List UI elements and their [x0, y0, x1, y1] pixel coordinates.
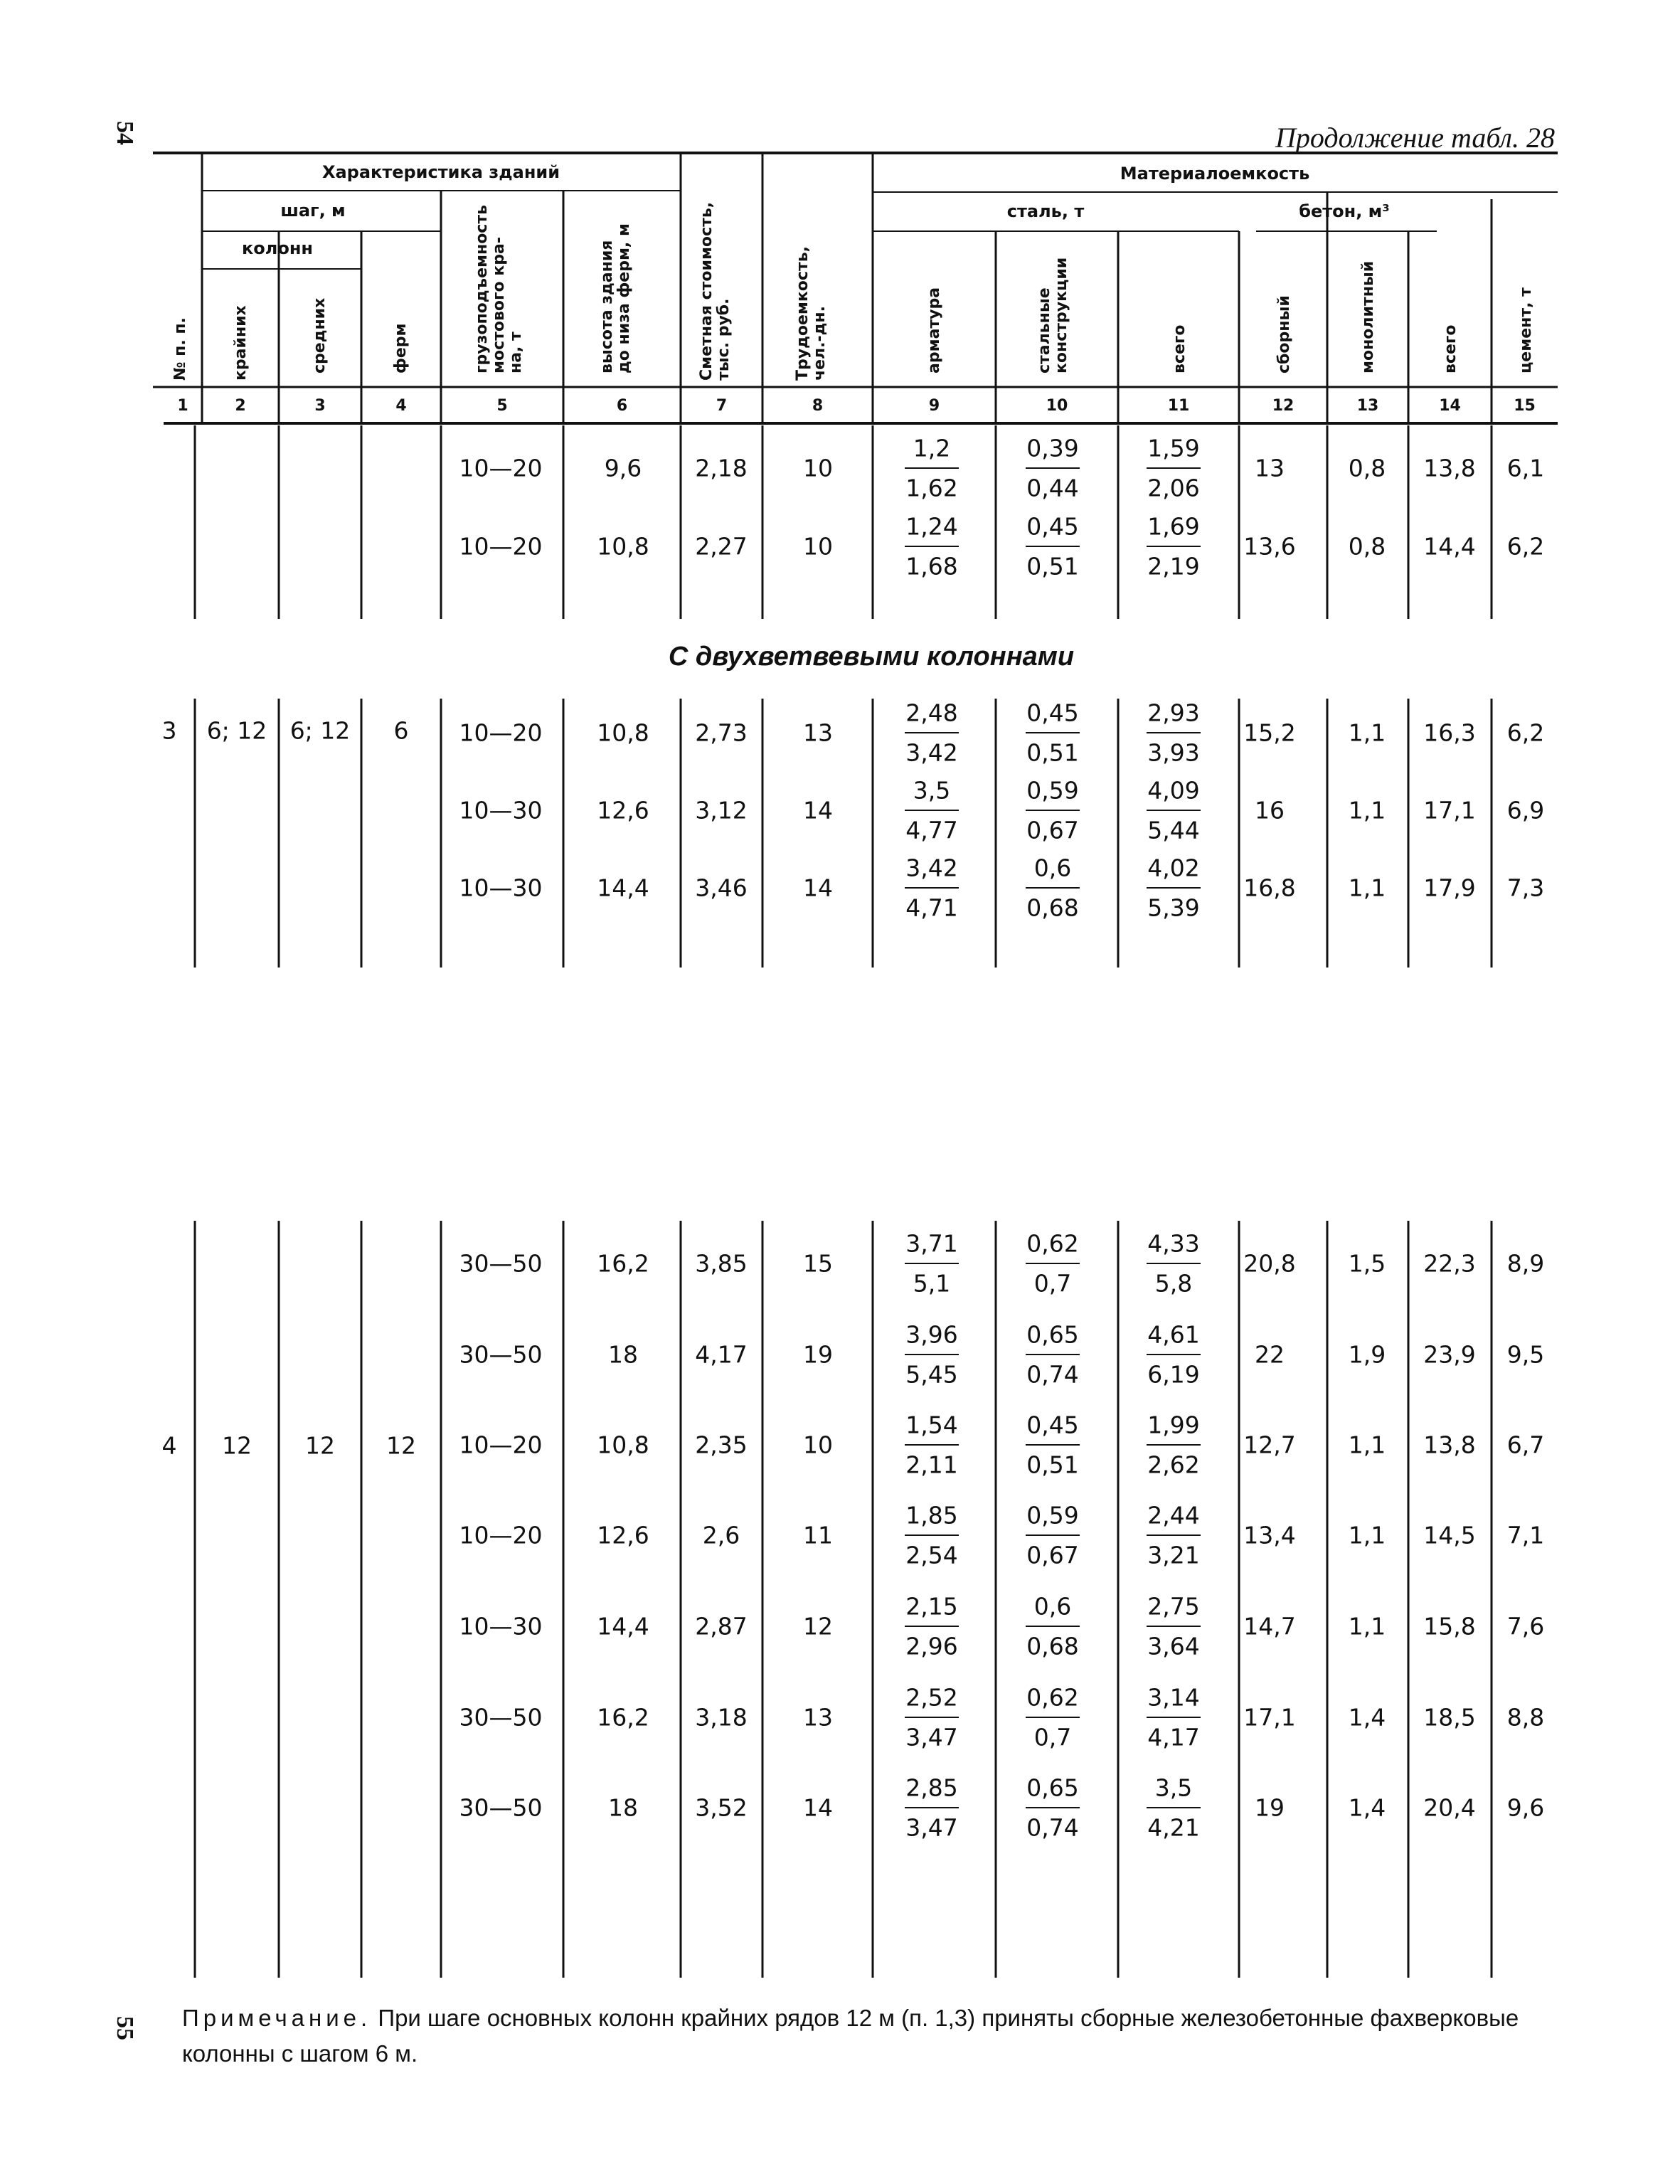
column-number-14: 14: [1439, 397, 1461, 415]
steel-numerator: 0,45: [1026, 699, 1079, 727]
concrete-precast: 22: [1255, 1340, 1285, 1369]
rebar-numerator: 3,71: [905, 1229, 958, 1258]
building-height: 14,4: [597, 1612, 649, 1640]
steel-numerator: 0,39: [1026, 434, 1079, 462]
concrete-precast: 16,8: [1243, 874, 1296, 902]
header-columns: колонн: [241, 238, 314, 258]
building-height: 9,6: [604, 454, 642, 482]
steel-denominator: 0,68: [1026, 894, 1079, 922]
total-numerator: 1,99: [1147, 1411, 1200, 1439]
steel-denominator: 0,74: [1026, 1360, 1079, 1389]
crane-capacity: 10—20: [459, 1431, 543, 1459]
steel-denominator: 0,51: [1026, 1451, 1079, 1479]
concrete-precast: 12,7: [1243, 1431, 1296, 1459]
column-number-7: 7: [716, 397, 728, 415]
building-height: 16,2: [597, 1249, 649, 1278]
concrete-total: 14,4: [1423, 532, 1476, 561]
header-building-characteristics: Характеристика зданий: [321, 162, 560, 182]
concrete-monolithic: 0,8: [1348, 532, 1386, 561]
total-denominator: 3,93: [1147, 738, 1200, 767]
column-number-13: 13: [1356, 397, 1379, 415]
total-numerator: 3,5: [1154, 1774, 1193, 1802]
crane-capacity: 10—30: [459, 796, 543, 825]
cement: 6,1: [1506, 454, 1545, 482]
labor: 10: [803, 1431, 833, 1459]
total-numerator: 4,02: [1147, 854, 1200, 882]
step-extreme: 6; 12: [206, 716, 267, 745]
cement: 8,8: [1506, 1703, 1545, 1732]
estimated-cost: 2,27: [695, 532, 748, 561]
cement: 7,6: [1506, 1612, 1545, 1640]
header-step: шаг, м: [280, 201, 346, 221]
concrete-precast: 17,1: [1243, 1703, 1296, 1732]
rebar-numerator: 2,15: [905, 1592, 958, 1621]
section-title: С двухветвевыми колоннами: [668, 642, 1075, 672]
concrete-precast: 16: [1255, 796, 1285, 825]
header-precast: сборный: [1275, 295, 1293, 373]
steel-numerator: 0,62: [1026, 1229, 1079, 1258]
building-height: 10,8: [597, 532, 649, 561]
steel-numerator: 0,59: [1026, 1501, 1079, 1530]
concrete-monolithic: 1,4: [1348, 1703, 1386, 1732]
building-height: 14,4: [597, 874, 649, 902]
total-numerator: 2,75: [1147, 1592, 1200, 1621]
header-estimated-cost: Сметная стоимость,тыс. руб.: [698, 201, 733, 381]
building-height: 12,6: [597, 1521, 649, 1549]
note-label: Примечание.: [182, 2005, 372, 2031]
total-denominator: 3,21: [1147, 1541, 1200, 1569]
labor: 14: [803, 874, 833, 902]
estimated-cost: 2,6: [702, 1521, 740, 1549]
total-numerator: 4,33: [1147, 1229, 1200, 1258]
cement: 6,7: [1506, 1431, 1545, 1459]
concrete-total: 13,8: [1423, 454, 1476, 482]
total-denominator: 5,8: [1154, 1269, 1193, 1298]
header-extreme-columns: крайних: [232, 305, 250, 381]
concrete-monolithic: 1,1: [1348, 796, 1386, 825]
labor: 13: [803, 1703, 833, 1732]
steel-numerator: 0,45: [1026, 1411, 1079, 1439]
building-height: 12,6: [597, 796, 649, 825]
estimated-cost: 3,46: [695, 874, 748, 902]
steel-denominator: 0,74: [1026, 1813, 1079, 1842]
steel-numerator: 0,65: [1026, 1320, 1079, 1349]
rebar-numerator: 1,2: [913, 434, 951, 462]
column-number-2: 2: [235, 397, 246, 415]
crane-capacity: 10—20: [459, 532, 543, 561]
crane-capacity: 10—30: [459, 1612, 543, 1640]
step-trusses: 12: [386, 1431, 416, 1460]
rebar-denominator: 3,42: [905, 738, 958, 767]
concrete-monolithic: 1,1: [1348, 719, 1386, 747]
page-number-top: 54: [112, 121, 138, 145]
concrete-monolithic: 1,5: [1348, 1249, 1386, 1278]
header-rebar: арматура: [925, 287, 943, 373]
crane-capacity: 10—20: [459, 719, 543, 747]
steel-numerator: 0,65: [1026, 1774, 1079, 1802]
concrete-total: 17,1: [1423, 796, 1476, 825]
cement: 6,2: [1506, 719, 1545, 747]
concrete-precast: 13,4: [1243, 1521, 1296, 1549]
column-number-3: 3: [314, 397, 326, 415]
concrete-monolithic: 1,1: [1348, 1612, 1386, 1640]
header-cement: цемент, т: [1517, 287, 1535, 373]
header-crane-capacity: грузоподъемностьмостового кра-на, т: [473, 204, 525, 373]
labor: 19: [803, 1340, 833, 1369]
table-note: [182, 2000, 1562, 2072]
estimated-cost: 3,52: [695, 1793, 748, 1822]
concrete-monolithic: 1,1: [1348, 874, 1386, 902]
concrete-monolithic: 1,1: [1348, 1521, 1386, 1549]
building-height: 18: [608, 1793, 638, 1822]
total-numerator: 3,14: [1147, 1683, 1200, 1712]
estimated-cost: 3,85: [695, 1249, 748, 1278]
steel-denominator: 0,67: [1026, 816, 1079, 844]
rebar-numerator: 2,48: [905, 699, 958, 727]
estimated-cost: 2,35: [695, 1431, 748, 1459]
total-numerator: 2,44: [1147, 1501, 1200, 1530]
concrete-precast: 13,6: [1243, 532, 1296, 561]
concrete-monolithic: 1,9: [1348, 1340, 1386, 1369]
concrete-precast: 20,8: [1243, 1249, 1296, 1278]
steel-numerator: 0,59: [1026, 776, 1079, 805]
rebar-denominator: 2,96: [905, 1632, 958, 1660]
labor: 14: [803, 796, 833, 825]
header-building-height: высота зданиядо низа ферм, м: [598, 223, 633, 373]
column-number-12: 12: [1272, 397, 1294, 415]
estimated-cost: 2,18: [695, 454, 748, 482]
total-denominator: 6,19: [1147, 1360, 1200, 1389]
column-number-9: 9: [928, 397, 940, 415]
total-denominator: 5,39: [1147, 894, 1200, 922]
rebar-denominator: 1,62: [905, 474, 958, 502]
rebar-numerator: 3,42: [905, 854, 958, 882]
concrete-precast: 19: [1255, 1793, 1285, 1822]
crane-capacity: 10—30: [459, 874, 543, 902]
labor: 14: [803, 1793, 833, 1822]
rebar-denominator: 3,47: [905, 1723, 958, 1751]
rebar-denominator: 1,68: [905, 552, 958, 581]
steel-denominator: 0,7: [1033, 1269, 1072, 1298]
rebar-numerator: 3,96: [905, 1320, 958, 1349]
header-monolithic: монолитный: [1359, 260, 1377, 373]
total-numerator: 4,61: [1147, 1320, 1200, 1349]
building-height: 18: [608, 1340, 638, 1369]
total-numerator: 4,09: [1147, 776, 1200, 805]
column-number-10: 10: [1046, 397, 1068, 415]
header-concrete-total: всего: [1442, 324, 1460, 373]
estimated-cost: 2,73: [695, 719, 748, 747]
building-height: 16,2: [597, 1703, 649, 1732]
total-denominator: 2,06: [1147, 474, 1200, 502]
cement: 7,1: [1506, 1521, 1545, 1549]
column-number-5: 5: [496, 397, 508, 415]
building-height: 10,8: [597, 719, 649, 747]
row-number: 4: [161, 1431, 177, 1460]
crane-capacity: 10—20: [459, 454, 543, 482]
concrete-precast: 15,2: [1243, 719, 1296, 747]
header-steel: сталь, т: [1006, 201, 1085, 221]
labor: 11: [803, 1521, 833, 1549]
estimated-cost: 3,12: [695, 796, 748, 825]
note-text: При шаге основных колонн крайних рядов 12 м (п. 1,3) приняты сборные железобетонные фахверковые колонны с шагом 6 м.: [182, 2005, 1519, 2067]
header-trusses: ферм: [392, 323, 410, 373]
column-number-6: 6: [616, 397, 628, 415]
steel-denominator: 0,44: [1026, 474, 1079, 502]
crane-capacity: 30—50: [459, 1793, 543, 1822]
steel-numerator: 0,6: [1033, 1592, 1072, 1621]
steel-denominator: 0,51: [1026, 552, 1079, 581]
total-numerator: 2,93: [1147, 699, 1200, 727]
concrete-precast: 14,7: [1243, 1612, 1296, 1640]
rebar-numerator: 1,85: [905, 1501, 958, 1530]
concrete-monolithic: 1,4: [1348, 1793, 1386, 1822]
crane-capacity: 30—50: [459, 1249, 543, 1278]
crane-capacity: 30—50: [459, 1703, 543, 1732]
estimated-cost: 2,87: [695, 1612, 748, 1640]
step-middle: 6; 12: [289, 716, 351, 745]
column-number-8: 8: [812, 397, 824, 415]
estimated-cost: 4,17: [695, 1340, 748, 1369]
table-continuation-title: Продолжение табл. 28: [1275, 122, 1555, 154]
rebar-denominator: 5,45: [905, 1360, 958, 1389]
concrete-total: 13,8: [1423, 1431, 1476, 1459]
steel-denominator: 0,68: [1026, 1632, 1079, 1660]
concrete-total: 14,5: [1423, 1521, 1476, 1549]
rebar-denominator: 5,1: [913, 1269, 951, 1298]
cement: 9,5: [1506, 1340, 1545, 1369]
concrete-precast: 13: [1255, 454, 1285, 482]
rebar-numerator: 2,52: [905, 1683, 958, 1712]
rebar-denominator: 4,71: [905, 894, 958, 922]
concrete-total: 22,3: [1423, 1249, 1476, 1278]
crane-capacity: 10—20: [459, 1521, 543, 1549]
column-number-4: 4: [395, 397, 407, 415]
rebar-numerator: 3,5: [913, 776, 951, 805]
header-concrete: бетон, м³: [1299, 201, 1390, 221]
step-middle: 12: [305, 1431, 335, 1460]
cement: 6,2: [1506, 532, 1545, 561]
rebar-denominator: 3,47: [905, 1813, 958, 1842]
steel-denominator: 0,51: [1026, 738, 1079, 767]
steel-numerator: 0,6: [1033, 854, 1072, 882]
steel-numerator: 0,62: [1026, 1683, 1079, 1712]
step-trusses: 6: [393, 716, 409, 745]
page-number-bottom: 55: [112, 2016, 138, 2040]
column-number-1: 1: [177, 397, 188, 415]
rebar-denominator: 4,77: [905, 816, 958, 844]
labor: 13: [803, 719, 833, 747]
total-denominator: 5,44: [1147, 816, 1200, 844]
total-numerator: 1,59: [1147, 434, 1200, 462]
cement: 8,9: [1506, 1249, 1545, 1278]
labor: 15: [803, 1249, 833, 1278]
header-row-number: № п. п.: [171, 317, 189, 381]
header-materials: Материалоемкость: [1120, 164, 1310, 184]
cement: 6,9: [1506, 796, 1545, 825]
total-denominator: 4,17: [1147, 1723, 1200, 1751]
steel-denominator: 0,7: [1033, 1723, 1072, 1751]
concrete-total: 16,3: [1423, 719, 1476, 747]
labor: 10: [803, 532, 833, 561]
header-steel-total: всего: [1171, 324, 1189, 373]
labor: 10: [803, 454, 833, 482]
total-denominator: 2,62: [1147, 1451, 1200, 1479]
labor: 12: [803, 1612, 833, 1640]
concrete-total: 17,9: [1423, 874, 1476, 902]
estimated-cost: 3,18: [695, 1703, 748, 1732]
rebar-numerator: 1,24: [905, 512, 958, 541]
step-extreme: 12: [222, 1431, 252, 1460]
total-denominator: 3,64: [1147, 1632, 1200, 1660]
column-number-11: 11: [1167, 397, 1190, 415]
rebar-denominator: 2,11: [905, 1451, 958, 1479]
building-height: 10,8: [597, 1431, 649, 1459]
total-numerator: 1,69: [1147, 512, 1200, 541]
steel-denominator: 0,67: [1026, 1541, 1079, 1569]
concrete-total: 15,8: [1423, 1612, 1476, 1640]
row-number: 3: [161, 716, 177, 745]
crane-capacity: 30—50: [459, 1340, 543, 1369]
concrete-monolithic: 0,8: [1348, 454, 1386, 482]
rebar-numerator: 1,54: [905, 1411, 958, 1439]
column-number-15: 15: [1514, 397, 1536, 415]
cement: 9,6: [1506, 1793, 1545, 1822]
concrete-total: 23,9: [1423, 1340, 1476, 1369]
total-denominator: 2,19: [1147, 552, 1200, 581]
concrete-monolithic: 1,1: [1348, 1431, 1386, 1459]
total-denominator: 4,21: [1147, 1813, 1200, 1842]
rebar-numerator: 2,85: [905, 1774, 958, 1802]
steel-numerator: 0,45: [1026, 512, 1079, 541]
header-labor: Трудоемкость,чел.-дн.: [794, 246, 829, 381]
header-steel-structures: стальныеконструкции: [1036, 257, 1070, 373]
rebar-denominator: 2,54: [905, 1541, 958, 1569]
concrete-total: 18,5: [1423, 1703, 1476, 1732]
concrete-total: 20,4: [1423, 1793, 1476, 1822]
header-middle-columns: средних: [311, 297, 329, 373]
cement: 7,3: [1506, 874, 1545, 902]
